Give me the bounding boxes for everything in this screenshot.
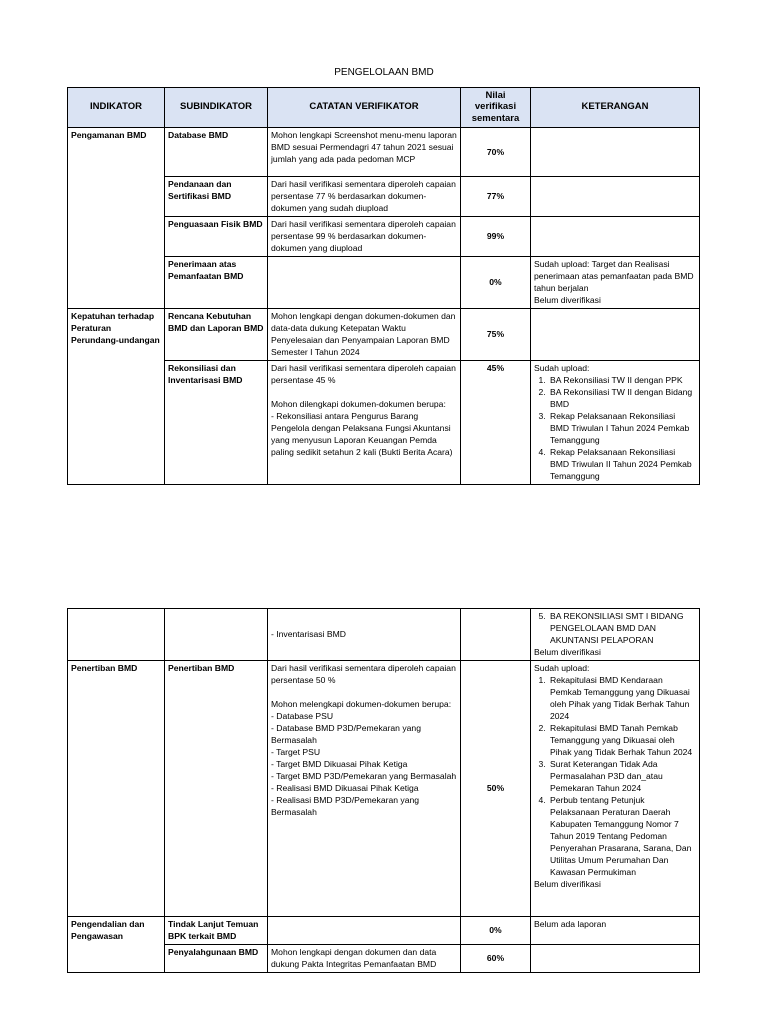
document-title: PENGELOLAAN BMD [334, 67, 434, 78]
bmd-table-page-2 [67, 608, 700, 973]
list-item: 3. Surat Keterangan Tidak Ada Permasalahan P3D dan_atau Pemekaran Tahun 2024 [548, 758, 696, 794]
cell-catatan: Dari hasil verifikasi sementara diperoleh capaian persentase 50 % Mohon melengkapi dokumen-dokumen berupa: - Database PSU - Database BMD P3D/Pemekaran yang Bermasalah - Target PSU - Target BMD Dikuasai Pihak Ketiga - Target BMD P3D/Pemekaran yang Bermasalah - Realisasi BMD Dikuasai Pihak Ketiga - Realisasi BMD P3D/Pemekaran yang Bermasalah [268, 661, 461, 917]
cell-subindikator: Database BMD [165, 128, 268, 177]
cell-indikator [68, 609, 165, 661]
cell-keterangan [531, 217, 700, 257]
cell-nilai: 0% [461, 257, 531, 309]
table-row [68, 661, 700, 917]
cell-indikator: Pengamanan BMD [68, 128, 165, 309]
header-nilai: Nilai verifikasi sementara [461, 88, 531, 128]
keterangan-list [534, 610, 696, 646]
cell-nilai: 50% [461, 661, 531, 917]
cell-catatan: Dari hasil verifikasi sementara diperoleh capaian persentase 77 % berdasarkan dokumen-dokumen yang sudah diupload [268, 177, 461, 217]
table-row [68, 128, 700, 177]
keterangan-list [534, 374, 696, 482]
list-item: 2. Rekapitulasi BMD Tanah Pemkab Temanggung yang Dikuasai oleh Pihak yang Tidak Berhak Tahun 2024 [548, 722, 696, 758]
cell-keterangan [531, 609, 700, 661]
cell-subindikator: Tindak Lanjut Temuan BPK terkait BMD [165, 917, 268, 945]
cell-subindikator: Pendanaan dan Sertifikasi BMD [165, 177, 268, 217]
cell-subindikator: Rencana Kebutuhan BMD dan Laporan BMD [165, 309, 268, 361]
header-row [68, 88, 700, 128]
cell-catatan: Mohon lengkapi dengan dokumen dan data dukung Pakta Integritas Pemanfaatan BMD [268, 945, 461, 973]
cell-indikator: Penertiban BMD [68, 661, 165, 917]
cell-catatan: Dari hasil verifikasi sementara diperoleh capaian persentase 45 % Mohon dilengkapi dokumen-dokumen berupa: - Rekonsiliasi antara Pengurus Barang Pengelola dengan Pelaksana Fungsi Akuntansi yang menyusun Laporan Keuangan Pemda paling sedikit setahun 2 kali (Bukti Berita Acara) [268, 361, 461, 485]
cell-subindikator: Penerimaan atas Pemanfaatan BMD [165, 257, 268, 309]
table-row [68, 609, 700, 661]
cell-keterangan [531, 128, 700, 177]
cell-subindikator [165, 609, 268, 661]
cell-nilai: 75% [461, 309, 531, 361]
list-item: 4. Rekap Pelaksanaan Rekonsiliasi BMD Triwulan II Tahun 2024 Pemkab Temanggung [548, 446, 696, 482]
list-item: 3. Rekap Pelaksanaan Rekonsiliasi BMD Triwulan I Tahun 2024 Pemkab Temanggung [548, 410, 696, 446]
cell-nilai: 60% [461, 945, 531, 973]
list-item: 2. BA Rekonsiliasi TW II dengan Bidang BMD [548, 386, 696, 410]
cell-indikator: Kepatuhan terhadap Peraturan Perundang-undangan [68, 309, 165, 485]
cell-keterangan: Belum ada laporan [531, 917, 700, 945]
cell-keterangan [531, 945, 700, 973]
table-row [68, 309, 700, 361]
header-indikator: INDIKATOR [68, 88, 165, 128]
list-item: 1. BA Rekonsiliasi TW II dengan PPK [548, 374, 696, 386]
cell-subindikator: Rekonsiliasi dan Inventarisasi BMD [165, 361, 268, 485]
list-item: 4. Perbub tentang Petunjuk Pelaksanaan Peraturan Daerah Kabupaten Temanggung Nomor 7 Tahun 2019 Tentang Pedoman Penyerahan Prasarana, Sarana, Dan Utilitas Umum Perumahan Dan Kawasan Permukiman [548, 794, 696, 878]
keterangan-list [534, 674, 696, 878]
header-keterangan: KETERANGAN [531, 88, 700, 128]
cell-keterangan [531, 361, 700, 485]
header-subindikator: SUBINDIKATOR [165, 88, 268, 128]
cell-nilai [461, 609, 531, 661]
cell-subindikator: Penguasaan Fisik BMD [165, 217, 268, 257]
cell-catatan: - Inventarisasi BMD [268, 609, 461, 661]
cell-catatan: Mohon lengkapi Screenshot menu-menu laporan BMD sesuai Permendagri 47 tahun 2021 sesuai jumlah yang ada pada pedoman MCP [268, 128, 461, 177]
cell-nilai: 45% [461, 361, 531, 485]
cell-keterangan [531, 177, 700, 217]
cell-keterangan [531, 309, 700, 361]
table-row [68, 917, 700, 945]
keterangan-intro: Sudah upload: [534, 363, 590, 373]
cell-nilai: 70% [461, 128, 531, 177]
cell-nilai: 99% [461, 217, 531, 257]
keterangan-footer: Belum diverifikasi [534, 647, 601, 657]
cell-subindikator: Penyalahgunaan BMD [165, 945, 268, 973]
bmd-table-page-1 [67, 87, 700, 485]
cell-keterangan: Sudah upload: Target dan Realisasi penerimaan atas pemanfaatan pada BMD tahun berjalan Belum diverifikasi [531, 257, 700, 309]
keterangan-footer: Belum diverifikasi [534, 879, 601, 889]
cell-nilai: 77% [461, 177, 531, 217]
cell-catatan: Dari hasil verifikasi sementara diperoleh capaian persentase 99 % berdasarkan dokumen-dokumen yang diupload [268, 217, 461, 257]
list-item: 5. BA REKONSILIASI SMT I BIDANG PENGELOLAAN BMD DAN AKUNTANSI PELAPORAN [548, 610, 696, 646]
keterangan-intro: Sudah upload: [534, 663, 590, 673]
cell-catatan [268, 257, 461, 309]
header-catatan: CATATAN VERIFIKATOR [268, 88, 461, 128]
cell-nilai: 0% [461, 917, 531, 945]
list-item: 1. Rekapitulasi BMD Kendaraan Pemkab Temanggung yang Dikuasai oleh Pihak yang Tidak Berhak Tahun 2024 [548, 674, 696, 722]
cell-keterangan [531, 661, 700, 917]
cell-catatan: Mohon lengkapi dengan dokumen-dokumen dan data-data dukung Ketepatan Waktu Penyelesaian dan Penyampaian Laporan BMD Semester I Tahun 2024 [268, 309, 461, 361]
cell-subindikator: Penertiban BMD [165, 661, 268, 917]
cell-catatan [268, 917, 461, 945]
cell-indikator: Pengendalian dan Pengawasan [68, 917, 165, 973]
